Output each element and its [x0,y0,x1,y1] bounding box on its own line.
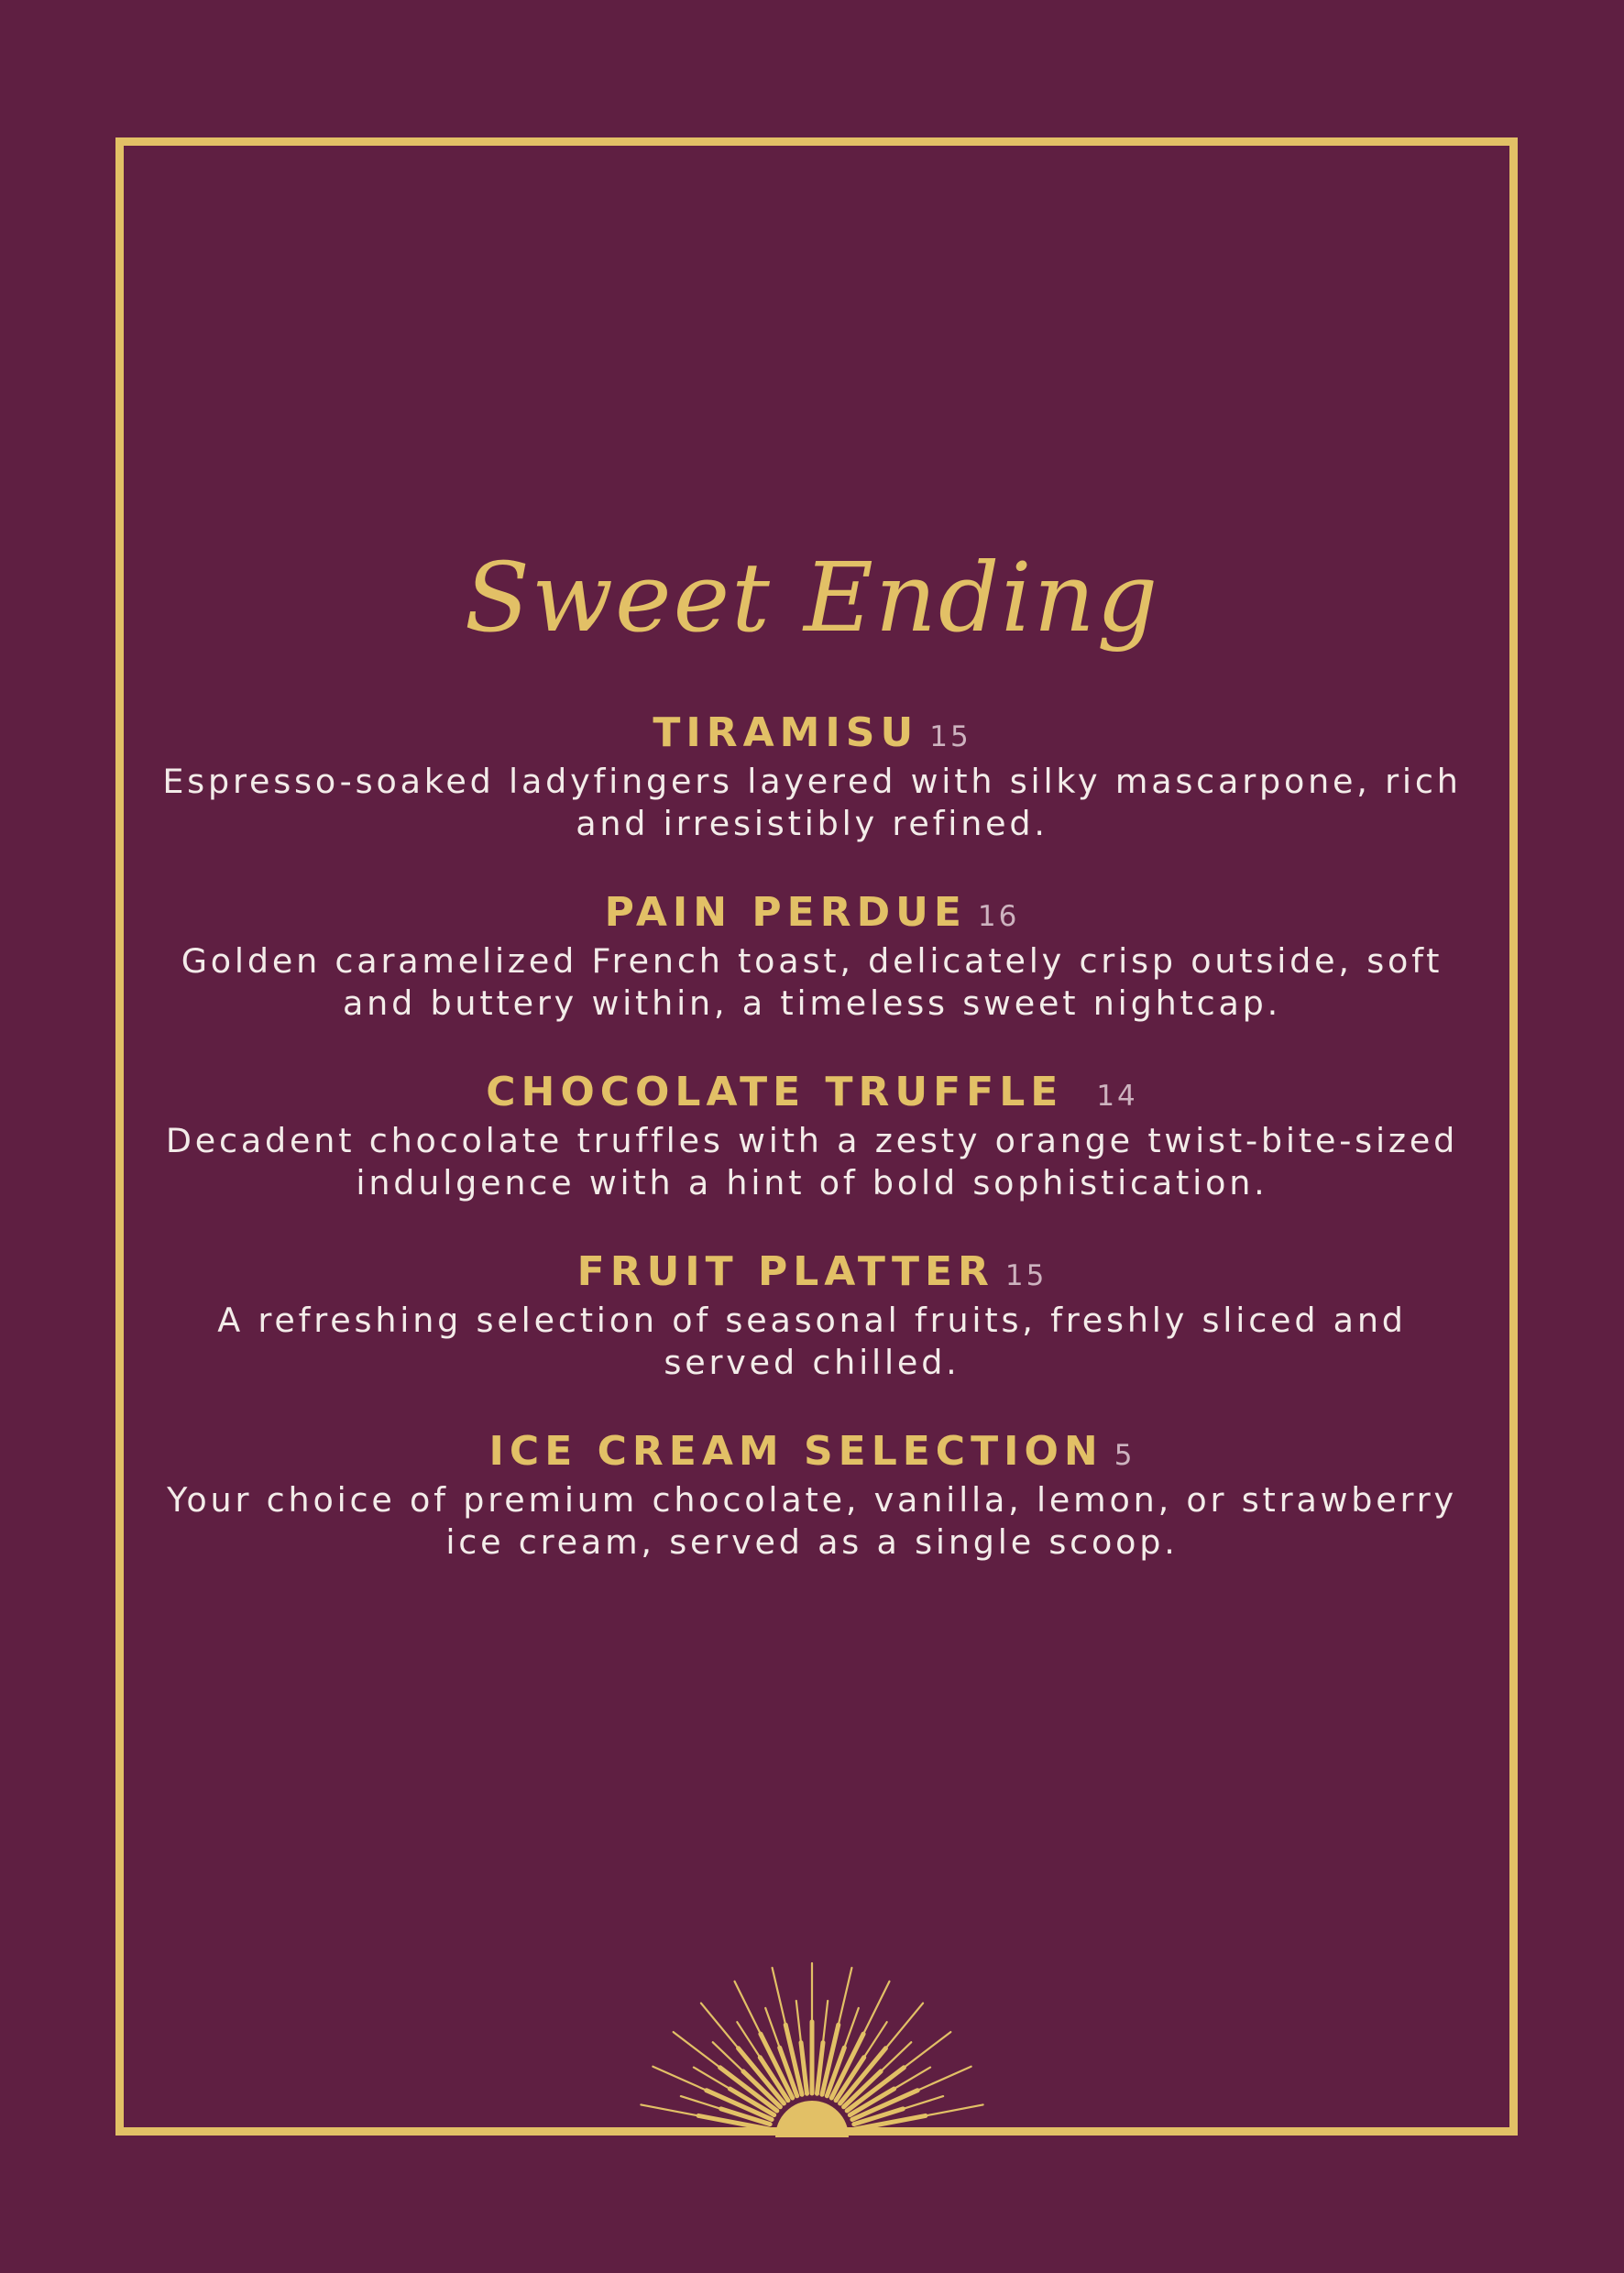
menu-item-header [137,706,1487,761]
menu-item-name: ICE CREAM SELECTION [488,1428,1103,1475]
menu-item [137,885,1487,1025]
dessert-menu-list [137,706,1487,1604]
menu-item-header [137,1065,1487,1120]
menu-item-description: Golden caramelized French toast, delicately crisp outside, soft and buttery within, a timeless sweet nightcap. [181,941,1443,1023]
menu-item-name: PAIN PERDUE [604,889,967,936]
menu-title: Sweet Ending [464,542,1160,653]
menu-item-header [137,1424,1487,1479]
menu-item-description: Decadent chocolate truffles with a zesty orange twist-bite-sized indulgence with a hint of bold sophistication. [165,1121,1459,1202]
menu-item-price: 5 [1114,1439,1136,1472]
menu-item [137,706,1487,845]
menu-item-description: Espresso-soaked ladyfingers layered with silky mascarpone, rich and irresistibly refined. [162,762,1462,843]
menu-item [137,1424,1487,1564]
menu-item-description: A refreshing selection of seasonal fruits, freshly sliced and served chilled. [217,1301,1407,1382]
menu-item-name: CHOCOLATE TRUFFLE [486,1069,1064,1115]
menu-item-header [137,885,1487,940]
sunburst-ornament-icon [629,1943,995,2145]
menu-item [137,1245,1487,1384]
menu-item-price: 14 [1096,1080,1138,1113]
menu-item [137,1065,1487,1204]
menu-item-description: Your choice of premium chocolate, vanilla, lemon, or strawberry ice cream, served as a single scoop. [167,1480,1457,1562]
menu-item-name: FRUIT PLATTER [576,1248,994,1295]
menu-item-price: 15 [1004,1259,1048,1292]
menu-item-name: TIRAMISU [653,709,919,756]
menu-item-header [137,1245,1487,1300]
menu-item-price: 16 [977,900,1020,933]
menu-item-price: 15 [929,720,971,753]
